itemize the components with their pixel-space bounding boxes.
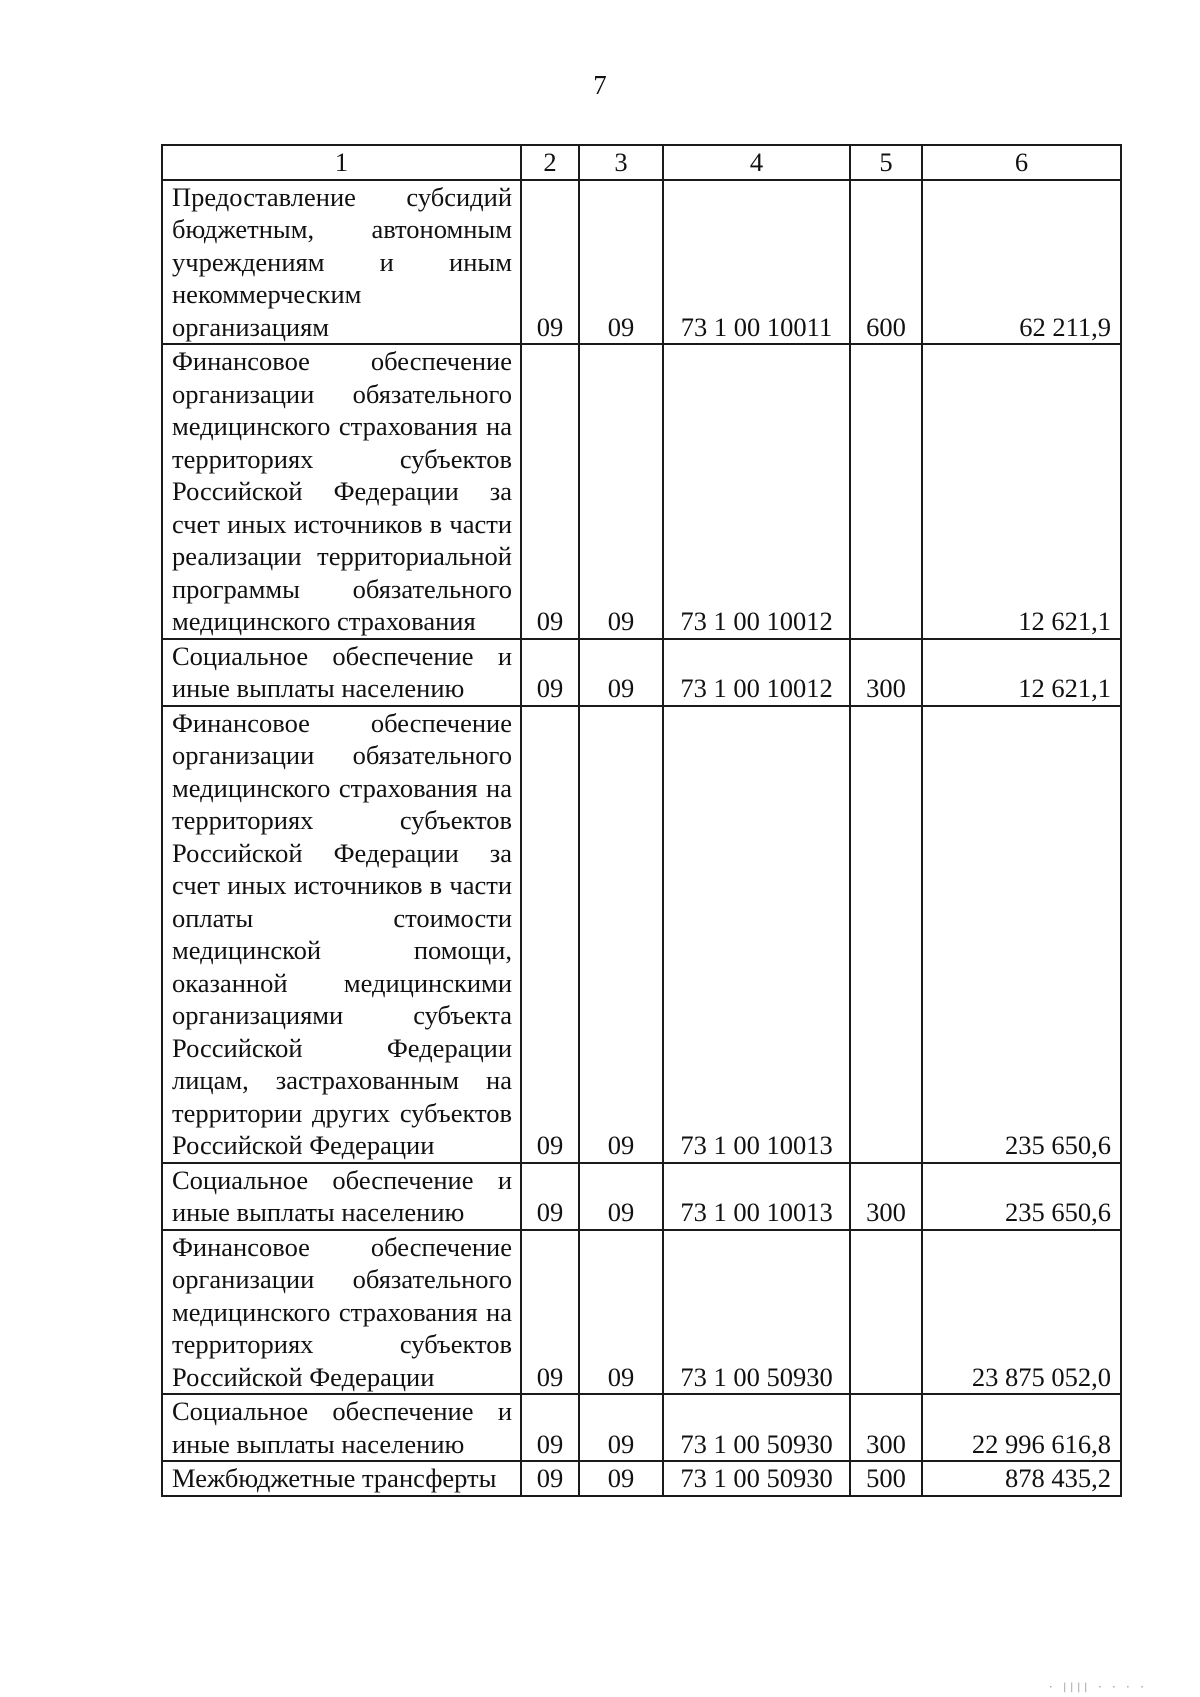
table-row (162, 706, 1121, 1163)
row-expense-type: 300 (850, 639, 922, 706)
row-expense-type (850, 706, 922, 1163)
row-subsection: 09 (579, 1461, 663, 1496)
table-row (162, 344, 1121, 639)
row-section: 09 (521, 1163, 579, 1230)
row-amount: 12 621,1 (922, 344, 1121, 639)
row-name: Финансовое обеспечение организации обязательного медицинского страхования на территориях субъектов Российской Федерации за счет иных источников в части оплаты стоимости медицинской помощи, оказанной медицинскими организациями субъекта Российской Федерации лицам, застрахованным на территории других субъектов Российской Федерации (162, 706, 521, 1163)
table-row (162, 1163, 1121, 1230)
row-target-article: 73 1 00 10011 (663, 180, 850, 345)
table-row (162, 1230, 1121, 1395)
table-header-row (162, 145, 1121, 180)
row-expense-type (850, 344, 922, 639)
column-number-3: 3 (579, 145, 663, 180)
row-target-article: 73 1 00 50930 (663, 1461, 850, 1496)
row-subsection: 09 (579, 706, 663, 1163)
row-name: Финансовое обеспечение организации обязательного медицинского страхования на территориях субъектов Российской Федерации за счет иных источников в части реализации территориальной программы обязательного медицинского страхования (162, 344, 521, 639)
row-section: 09 (521, 1230, 579, 1395)
row-section: 09 (521, 180, 579, 345)
row-section: 09 (521, 1461, 579, 1496)
row-name: Предоставление субсидий бюджетным, автономным учреждениям и иным некоммерческим организациям (162, 180, 521, 345)
column-number-1: 1 (162, 145, 521, 180)
column-number-5: 5 (850, 145, 922, 180)
row-expense-type: 300 (850, 1163, 922, 1230)
row-amount: 235 650,6 (922, 1163, 1121, 1230)
row-expense-type: 500 (850, 1461, 922, 1496)
row-amount: 23 875 052,0 (922, 1230, 1121, 1395)
row-subsection: 09 (579, 1230, 663, 1395)
row-subsection: 09 (579, 1394, 663, 1461)
row-target-article: 73 1 00 10012 (663, 639, 850, 706)
row-amount: 235 650,6 (922, 706, 1121, 1163)
row-name: Социальное обеспечение и иные выплаты населению (162, 1163, 521, 1230)
row-name: Межбюджетные трансферты (162, 1461, 521, 1496)
row-subsection: 09 (579, 639, 663, 706)
row-subsection: 09 (579, 344, 663, 639)
row-target-article: 73 1 00 10013 (663, 706, 850, 1163)
row-section: 09 (521, 706, 579, 1163)
row-name: Социальное обеспечение и иные выплаты населению (162, 639, 521, 706)
column-number-2: 2 (521, 145, 579, 180)
page-number: 7 (593, 70, 607, 100)
column-number-6: 6 (922, 145, 1121, 180)
row-expense-type (850, 1230, 922, 1395)
row-expense-type: 300 (850, 1394, 922, 1461)
row-section: 09 (521, 639, 579, 706)
table-row (162, 1461, 1121, 1496)
row-subsection: 09 (579, 180, 663, 345)
row-name: Финансовое обеспечение организации обязательного медицинского страхования на территориях субъектов Российской Федерации (162, 1230, 521, 1395)
table-row (162, 1394, 1121, 1461)
row-section: 09 (521, 344, 579, 639)
row-amount: 878 435,2 (922, 1461, 1121, 1496)
column-number-4: 4 (663, 145, 850, 180)
scan-barcode-mark: · |||| · · · · (1047, 1682, 1146, 1693)
budget-allocation-table (161, 144, 1122, 1497)
table-row (162, 639, 1121, 706)
row-name: Социальное обеспечение и иные выплаты населению (162, 1394, 521, 1461)
row-target-article: 73 1 00 10012 (663, 344, 850, 639)
table-row (162, 180, 1121, 345)
row-amount: 22 996 616,8 (922, 1394, 1121, 1461)
row-target-article: 73 1 00 50930 (663, 1394, 850, 1461)
row-target-article: 73 1 00 50930 (663, 1230, 850, 1395)
row-amount: 62 211,9 (922, 180, 1121, 345)
row-amount: 12 621,1 (922, 639, 1121, 706)
row-subsection: 09 (579, 1163, 663, 1230)
row-section: 09 (521, 1394, 579, 1461)
row-expense-type: 600 (850, 180, 922, 345)
row-target-article: 73 1 00 10013 (663, 1163, 850, 1230)
